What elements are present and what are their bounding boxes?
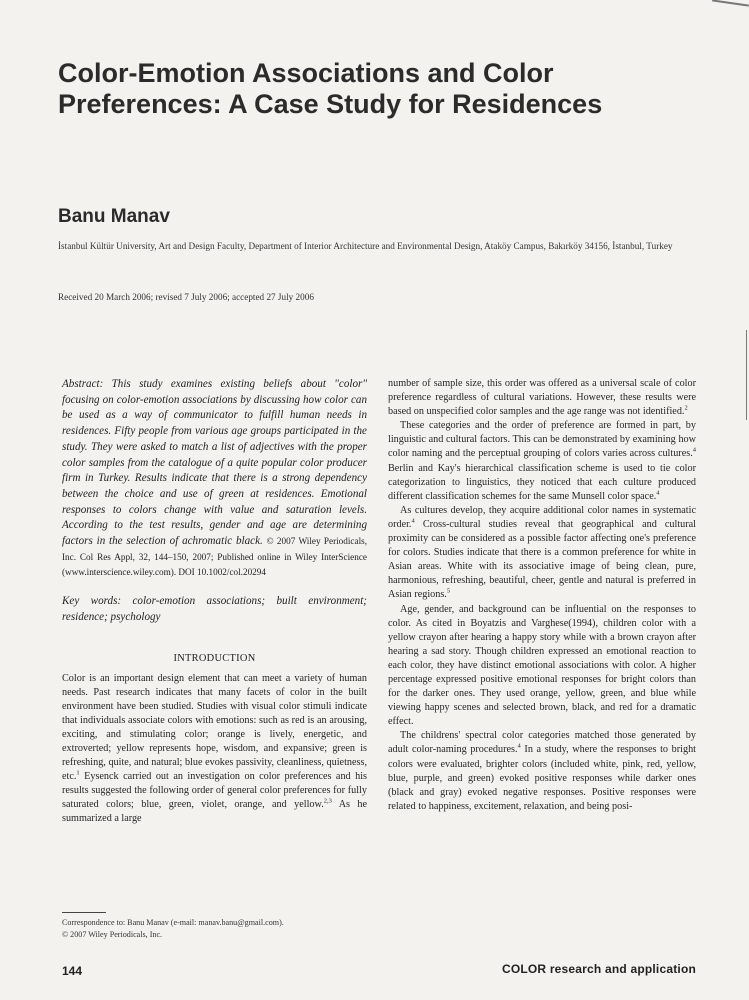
footnote — [62, 917, 367, 941]
reference-marker: 2,3 — [323, 798, 332, 805]
body-paragraph: Age, gender, and background can be influential on the responses to color. As cited in Boyatzis and Varghese(1994), children color with a yellow crayon after hearing a happy story while with a brown crayon after hearing a sad story. Though children expressed an emotional reaction to each color, they have distinct emotional associations with color. A higher percentage expressed positive emotional responses for bright colors than for the darker ones. They used orange, yellow, green, and blue while viewing happy scenes and selected brown, black, and red for a dramatic effect. — [388, 603, 696, 728]
text-run: Color is an important design element that can meet a variety of human needs. Past research indicates that many facets of color in the built environment have been studied. Studies with visual color stimuli indicate that individuals associate colors with emotions: such as red is an arousing, exciting, and stimulating color; orange is lively, energetic, and extroverted; yellow represents hope, wisdom, and expansive; green is refreshing, quite, and natural; blue evokes passivity, cleanliness, quietness, etc. — [62, 672, 367, 783]
text-run: As he summarized a large — [62, 799, 368, 825]
journal-running-head: COLOR research and application — [501, 962, 696, 976]
text-run: Cross-cultural studies reveal that geographical and cultural proximity can be considered as a possible factor affecting one's preference for colors. Studies indicate that there is a common preference for white in Asian areas. White with its associative image of being clean, pure, harmonious, refreshing, beautiful, cheer, gentle and natural is preferred in Asian regions. — [388, 518, 696, 601]
keywords: Key words: color-emotion associations; built environment; residence; psychology — [62, 595, 367, 623]
body-paragraph — [388, 377, 696, 419]
text-run: These categories and the order of preference are formed in part, by linguistic and cultural factors. This can be demonstrated by examining how color naming and the perceptual grouping of colors varies across cultures. — [388, 420, 696, 460]
abstract-citation: © 2007 Wiley Periodicals, Inc. Col Res Appl, 32, 144–150, 2007; Published online in Wiley InterScience (www.interscience.wiley.com). DOI 10.1002/col.20294 — [62, 536, 367, 578]
reference-marker: 2 — [684, 404, 688, 412]
text-run: Berlin and Kay's hierarchical classification scheme is used to tie color categorization to linguistics, they noticed that each culture produced different classification schemes for the same Munsell color space. — [388, 462, 696, 502]
body-paragraph — [388, 419, 696, 504]
article-title: Color-Emotion Associations and Color Preferences: A Case Study for Residences — [58, 58, 603, 119]
text-run: Eysenck carried out an investigation on color preferences and his results suggested the following order of general color preferences for fully saturated colors; blue, green, violet, orange, and yellow. — [62, 771, 367, 811]
body-paragraph — [388, 729, 696, 814]
left-column — [62, 377, 367, 827]
text-run: The childrens' spectral color categories matched those generated by adult color-naming procedures. — [388, 730, 696, 756]
correspondence-note: Correspondence to: Banu Manav (e-mail: manav.banu@gmail.com). — [62, 918, 284, 927]
text-run: number of sample size, this order was offered as a universal scale of color preference regardless of cultural variations. However, these results were based on unspecified color samples and the age range was not identified. — [388, 378, 696, 418]
footnote-divider — [62, 912, 106, 913]
copyright-note: © 2007 Wiley Periodicals, Inc. — [62, 930, 163, 939]
abstract-text: Abstract: This study examines existing beliefs about "color" focusing on color-emotion associations by discussing how color can be used as a way of communicator to fulfill human needs in residences. Fifty people from various age groups participated in the study. They were asked to match a list of adjectives with the proper color samples from the catalogue of a quite popular color producer firm in Turkey. Results indicate that there is a strong dependency between the choice and use of green at residences. Emotional responses to colors change with value and saturation levels. According to the test results, gender and age are determining factors in the selection of achromatic black. — [62, 378, 367, 548]
reference-marker: 4 — [692, 447, 696, 455]
right-column — [388, 377, 696, 814]
page-number: 144 — [62, 964, 83, 978]
reference-marker: 4 — [656, 489, 660, 497]
received-dates: Received 20 March 2006; revised 7 July 2006; accepted 27 July 2006 — [58, 292, 314, 302]
reference-marker: 5 — [446, 588, 451, 596]
abstract — [62, 377, 367, 581]
introduction-paragraph — [62, 672, 367, 827]
author-name: Banu Manav — [58, 206, 170, 227]
body-paragraph — [388, 504, 696, 603]
scan-artifact — [746, 330, 747, 420]
reference-marker: 4 — [517, 743, 521, 751]
text-run: As cultures develop, they acquire additional color names in systematic order. — [388, 504, 696, 530]
scan-artifact — [712, 0, 749, 7]
author-affiliation: İstanbul Kültür University, Art and Design Faculty, Department of Interior Architecture and Environmental Design, Ataköy Campus, Bakırköy 34156, İstanbul, Turkey — [58, 241, 673, 251]
text-run: In a study, where the responses to bright colors were evaluated, brighter colors (included white, pink, red, yellow, blue, purple, and green) evoked positive responses while darker ones (black and gray) evoked negative responses. Positive responses were related to happiness, excitement, relaxation, and being posi- — [388, 744, 696, 812]
section-heading-introduction: INTRODUCTION — [173, 652, 256, 664]
reference-marker: 4 — [411, 517, 415, 525]
reference-marker: 1 — [76, 769, 80, 777]
